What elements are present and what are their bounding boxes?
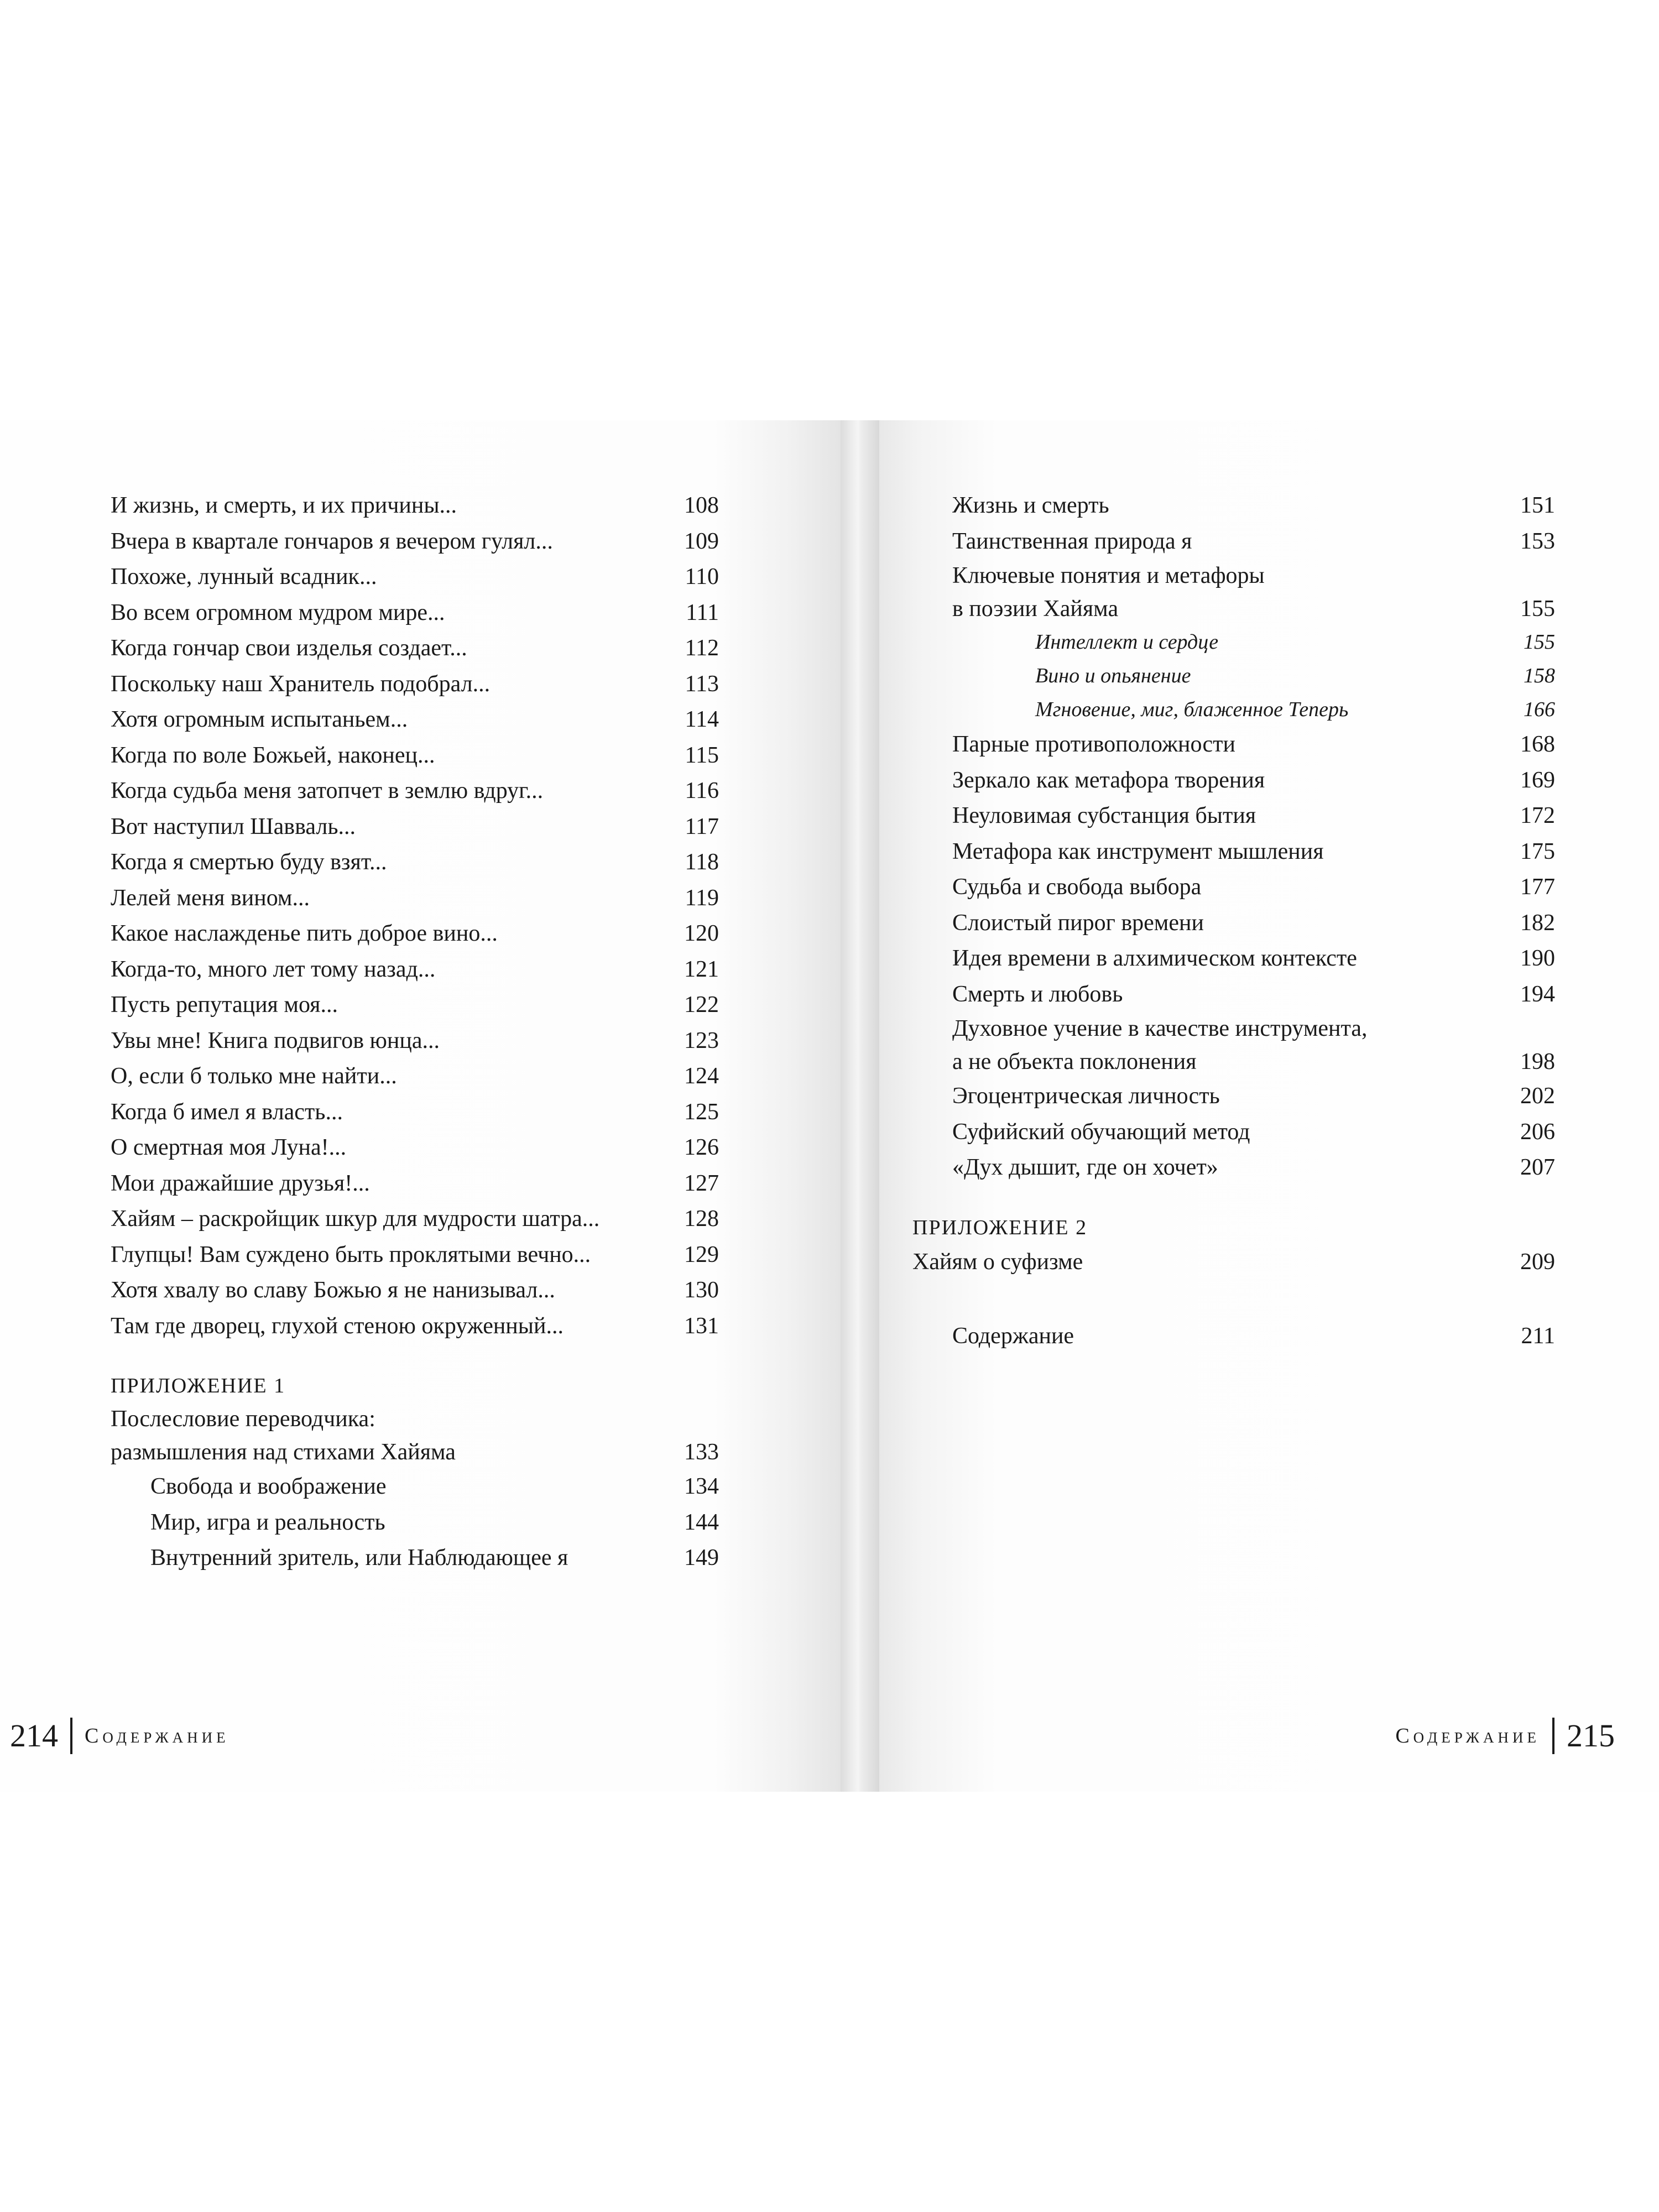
- toc-entry: [111, 1505, 719, 1541]
- toc-entry-page: 155: [1524, 630, 1555, 654]
- toc-entry-title: Зеркало как метафора творения: [952, 767, 1265, 793]
- toc-entry-page: 206: [1520, 1119, 1555, 1145]
- toc-entry-page: 108: [684, 493, 719, 518]
- key-concepts-line1: Ключевые понятия и метафоры: [952, 563, 1265, 588]
- toc-entry: [111, 1130, 719, 1166]
- toc-entry: [952, 798, 1555, 834]
- appendix1-title-line1: Послесловие переводчика:: [111, 1406, 375, 1432]
- toc-entry-title: О, если б только мне найти...: [111, 1063, 397, 1089]
- toc-entry: [111, 1540, 719, 1576]
- toc-entry-page: 149: [684, 1545, 719, 1571]
- toc-entry: [111, 1166, 719, 1202]
- toc-entry-page: 117: [685, 813, 719, 839]
- toc-entry-page: 121: [684, 956, 719, 982]
- contents-page: 211: [1521, 1323, 1555, 1349]
- toc-entry-title: Вот наступил Шавваль...: [111, 813, 356, 839]
- toc-entry-title: Вино и опьянение: [1035, 664, 1191, 687]
- toc-entry: [111, 880, 719, 916]
- toc-entry: [952, 869, 1555, 905]
- spiritual-line2: а не объекта поклонения: [952, 1049, 1197, 1074]
- toc-entry: [111, 1272, 719, 1308]
- left-footer: [10, 1717, 229, 1755]
- key-concepts-page: 155: [1520, 596, 1555, 622]
- appendix1-entry: [111, 1402, 719, 1469]
- toc-entry: [111, 987, 719, 1023]
- toc-entry: [111, 1201, 719, 1237]
- toc-entry-page: 113: [685, 671, 719, 697]
- toc-entry: [952, 693, 1555, 727]
- appendix2-entry: [912, 1244, 1555, 1280]
- contents-entry: [952, 1318, 1555, 1354]
- toc-entry: [952, 727, 1555, 763]
- toc-entry: [111, 1237, 719, 1273]
- right-entries-b: [952, 727, 1555, 1012]
- left-entries-list: [111, 488, 719, 1344]
- toc-entry-title: Хотя огромным испытаньем...: [111, 707, 408, 732]
- toc-entry-title: Мир, игра и реальность: [150, 1509, 385, 1535]
- toc-entry: [111, 524, 719, 560]
- appendix2-heading: ПРИЛОЖЕНИЕ 2: [912, 1215, 1088, 1239]
- appendix1-heading: ПРИЛОЖЕНИЕ 1: [111, 1374, 286, 1397]
- spiritual-page: 198: [1520, 1049, 1555, 1074]
- toc-entry-page: 134: [684, 1474, 719, 1499]
- toc-entry-title: Когда гончар свои изделья создает...: [111, 635, 467, 661]
- toc-entry-title: О смертная моя Луна!...: [111, 1135, 347, 1160]
- toc-entry-title: Когда б имел я власть...: [111, 1099, 343, 1125]
- toc-entry-page: 128: [684, 1206, 719, 1232]
- toc-entry-title: Внутренний зритель, или Наблюдающее я: [150, 1545, 568, 1571]
- toc-entry: [952, 1114, 1555, 1150]
- toc-entry-page: 182: [1520, 910, 1555, 936]
- toc-entry-title: Хотя хвалу во славу Божью я не нанизывал...: [111, 1277, 555, 1303]
- right-page-number: 215: [1567, 1718, 1615, 1754]
- toc-entry-page: 168: [1520, 732, 1555, 757]
- appendix1-sub-list: [111, 1469, 719, 1576]
- toc-entry-title: Слоистый пирог времени: [952, 910, 1204, 936]
- toc-entry: [111, 809, 719, 845]
- toc-entry-page: 126: [684, 1135, 719, 1160]
- toc-entry: [111, 595, 719, 631]
- toc-entry: [111, 952, 719, 988]
- toc-entry: [111, 630, 719, 666]
- toc-entry-page: 158: [1524, 664, 1555, 687]
- toc-entry-title: Там где дворец, глухой стеною окруженный...: [111, 1313, 564, 1339]
- toc-entry: [952, 977, 1555, 1013]
- toc-entry-page: 151: [1520, 493, 1555, 518]
- toc-entry-page: 172: [1520, 803, 1555, 828]
- toc-entry-title: Увы мне! Книга подвигов юнца...: [111, 1027, 440, 1053]
- toc-entry-page: 190: [1520, 946, 1555, 971]
- toc-entry-page: 125: [684, 1099, 719, 1125]
- toc-entry-title: Метафора как инструмент мышления: [952, 838, 1324, 864]
- right-entries-c: [952, 1078, 1555, 1186]
- toc-entry-page: 175: [1520, 838, 1555, 864]
- book-gutter: [841, 420, 879, 1792]
- toc-entry-title: Интеллект и сердце: [1035, 630, 1219, 654]
- toc-entry-page: 115: [685, 742, 719, 768]
- toc-entry-title: Смерть и любовь: [952, 981, 1123, 1007]
- toc-entry-title: Пусть репутация моя...: [111, 992, 338, 1018]
- toc-entry-title: Парные противоположности: [952, 732, 1235, 757]
- toc-entry: [111, 666, 719, 702]
- toc-entry-title: Идея времени в алхимическом контексте: [952, 946, 1357, 971]
- toc-entry: [952, 659, 1555, 693]
- spiritual-entry: [952, 1012, 1555, 1078]
- toc-entry-title: Поскольку наш Хранитель подобрал...: [111, 671, 491, 697]
- toc-entry-title: Неуловимая субстанция бытия: [952, 803, 1256, 828]
- toc-entry-page: 111: [686, 599, 719, 625]
- appendix1-page: 133: [684, 1439, 719, 1465]
- toc-entry-page: 122: [684, 992, 719, 1018]
- toc-entry: [111, 488, 719, 524]
- toc-entry: [952, 763, 1555, 799]
- toc-entry: [111, 773, 719, 809]
- toc-entry-page: 124: [684, 1063, 719, 1089]
- toc-entry: [111, 1094, 719, 1130]
- toc-entry-page: 127: [684, 1170, 719, 1196]
- key-concepts-entry: [952, 559, 1555, 625]
- footer-divider: [1552, 1718, 1554, 1754]
- toc-entry-page: 120: [684, 921, 719, 946]
- toc-entry-title: Судьба и свобода выбора: [952, 874, 1202, 900]
- toc-entry: [111, 738, 719, 774]
- right-running-head: Содержание: [1395, 1724, 1540, 1747]
- toc-entry: [952, 1150, 1555, 1186]
- toc-entry: [952, 524, 1555, 560]
- toc-entry: [111, 702, 719, 738]
- toc-entry-page: 109: [684, 528, 719, 554]
- toc-entry-page: 194: [1520, 981, 1555, 1007]
- toc-entry: [111, 844, 719, 880]
- right-footer: [1395, 1717, 1615, 1755]
- toc-entry: [111, 1058, 719, 1094]
- toc-entry-title: Эгоцентрическая личность: [952, 1083, 1220, 1109]
- toc-entry-title: Таинственная природа я: [952, 528, 1192, 554]
- appendix1-title-line2: размышления над стихами Хайяма: [111, 1439, 456, 1465]
- toc-entry-title: И жизнь, и смерть, и их причины...: [111, 493, 457, 518]
- left-toc: [111, 488, 719, 1576]
- toc-entry-title: Мои дражайшие друзья!...: [111, 1170, 370, 1196]
- toc-entry-title: Глупцы! Вам суждено быть проклятыми вечно...: [111, 1241, 591, 1267]
- toc-entry-title: Хайям – раскройщик шкур для мудрости шатра...: [111, 1206, 600, 1232]
- toc-entry-page: 123: [684, 1027, 719, 1053]
- toc-entry-title: Во всем огромном мудром мире...: [111, 599, 445, 625]
- toc-entry-title: Когда по воле Божьей, наконец...: [111, 742, 435, 768]
- toc-entry-title: «Дух дышит, где он хочет»: [952, 1155, 1218, 1180]
- toc-entry-page: 177: [1520, 874, 1555, 900]
- toc-entry: [952, 941, 1555, 977]
- toc-entry-page: 129: [684, 1241, 719, 1267]
- toc-entry: [111, 916, 719, 952]
- toc-entry-page: 110: [685, 564, 719, 589]
- toc-entry-page: 144: [684, 1509, 719, 1535]
- appendix2-title: Хайям о суфизме: [912, 1249, 1083, 1275]
- toc-entry-title: Когда я смертью буду взят...: [111, 849, 387, 875]
- toc-entry: [952, 905, 1555, 941]
- toc-entry-title: Жизнь и смерть: [952, 493, 1109, 518]
- toc-entry-page: 207: [1520, 1155, 1555, 1180]
- toc-entry-title: Мгновение, миг, блаженное Теперь: [1035, 698, 1349, 721]
- toc-entry-title: Когда судьба меня затопчет в землю вдруг...: [111, 778, 544, 804]
- toc-entry: [952, 488, 1555, 524]
- toc-entry: [111, 1023, 719, 1059]
- spiritual-line1: Духовное учение в качестве инструмента,: [952, 1016, 1368, 1041]
- toc-entry-title: Вчера в квартале гончаров я вечером гулял...: [111, 528, 553, 554]
- toc-entry-page: 114: [685, 707, 719, 732]
- toc-entry-title: Когда-то, много лет тому назад...: [111, 956, 436, 982]
- toc-entry-title: Лелей меня вином...: [111, 885, 310, 911]
- toc-entry-page: 130: [684, 1277, 719, 1303]
- right-toc: [912, 488, 1555, 1354]
- toc-entry-page: 131: [684, 1313, 719, 1339]
- toc-entry-title: Свобода и воображение: [150, 1474, 387, 1499]
- key-concepts-line2: в поэзии Хайяма: [952, 596, 1119, 622]
- toc-entry-page: 202: [1520, 1083, 1555, 1109]
- toc-entry-page: 116: [685, 778, 719, 804]
- toc-entry: [952, 1078, 1555, 1114]
- right-italic-sub-list: [952, 625, 1555, 727]
- toc-entry-page: 166: [1524, 698, 1555, 721]
- toc-entry: [952, 834, 1555, 870]
- appendix2-page: 209: [1520, 1249, 1555, 1275]
- toc-entry: [111, 559, 719, 595]
- toc-entry: [952, 625, 1555, 659]
- toc-entry: [111, 1308, 719, 1344]
- toc-entry-title: Суфийский обучающий метод: [952, 1119, 1250, 1145]
- toc-entry-title: Какое наслажденье пить доброе вино...: [111, 921, 498, 946]
- left-page-number: 214: [10, 1718, 58, 1754]
- toc-entry-page: 118: [685, 849, 719, 875]
- contents-title: Содержание: [952, 1323, 1074, 1349]
- toc-entry-page: 169: [1520, 767, 1555, 793]
- toc-entry-title: Похоже, лунный всадник...: [111, 564, 377, 589]
- toc-entry: [111, 1469, 719, 1505]
- toc-entry-page: 112: [685, 635, 719, 661]
- toc-entry-page: 153: [1520, 528, 1555, 554]
- footer-divider: [70, 1718, 72, 1754]
- right-entries-a: [952, 488, 1555, 559]
- left-running-head: Содержание: [85, 1724, 229, 1747]
- toc-entry-page: 119: [685, 885, 719, 911]
